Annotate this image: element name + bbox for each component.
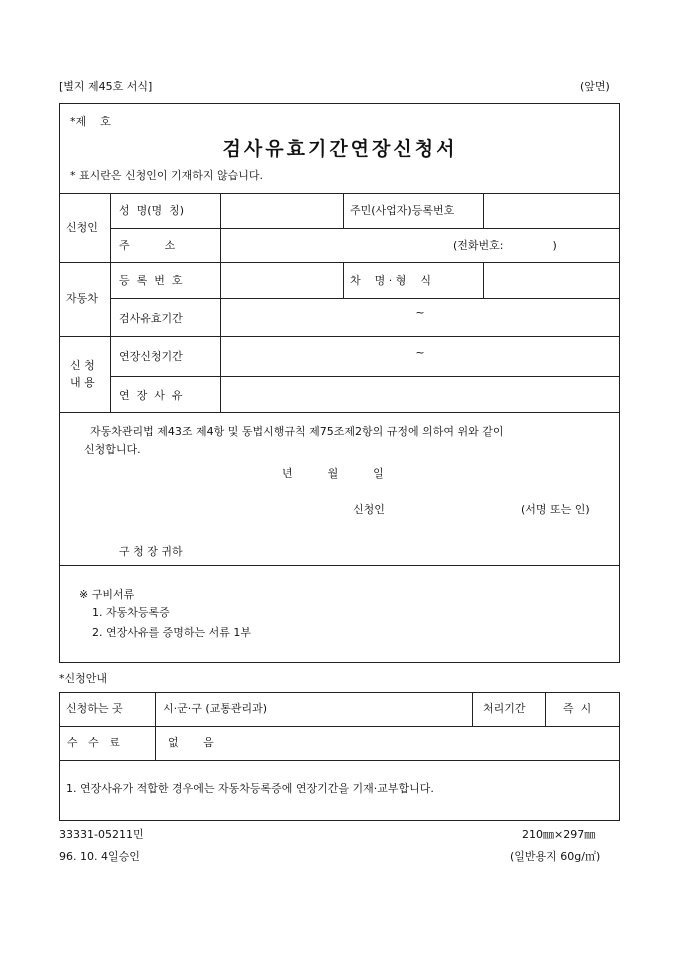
- document-item: 2. 연장사유를 증명하는 서류 1부: [92, 626, 251, 639]
- guide-title: *신청안내: [59, 672, 108, 685]
- border-right: [619, 103, 620, 663]
- where-to-apply-value: 시·군·구 (교통관리과): [163, 702, 268, 715]
- document-item: 1. 자동차등록증: [92, 606, 170, 619]
- declaration-line-2: 신청합니다.: [84, 443, 141, 456]
- recipient: 구 청 장 귀하: [119, 545, 183, 558]
- id-number-label: 주민(사업자)등록번호: [350, 204, 455, 217]
- form-title: 검사유효기간연장신청서: [222, 138, 458, 160]
- vehicle-model-label: 차 명 · 형 식: [350, 274, 431, 287]
- form-note: * 표시란은 신청인이 기재하지 않습니다.: [70, 169, 263, 182]
- name-label: 성 명(명 칭): [119, 204, 185, 217]
- applicant-signature-label: 신청인: [353, 503, 385, 516]
- applicant-section-label: 신청인: [66, 221, 98, 234]
- application-date: 년 월 일: [282, 467, 384, 480]
- border-top: [59, 103, 620, 104]
- registration-number-label: 등 록 번 호: [119, 274, 183, 287]
- paper-type: (일반용지 60g/㎡): [510, 850, 601, 863]
- address-label: 주 소: [119, 239, 176, 252]
- border-left: [59, 103, 60, 663]
- extension-reason-label: 연 장 사 유: [119, 389, 183, 402]
- phone-label: (전화번호: ): [453, 239, 557, 252]
- extension-period-value[interactable]: ~: [415, 346, 425, 359]
- where-to-apply-label: 신청하는 곳: [66, 702, 123, 715]
- extension-period-label: 연장신청기간: [119, 350, 183, 363]
- form-label: [별지 제45호 서식]: [59, 80, 153, 93]
- processing-period-value: 즉 시: [563, 702, 592, 715]
- paper-size: 210㎜×297㎜: [522, 828, 596, 841]
- signature-hint: (서명 또는 인): [521, 503, 590, 516]
- fee-value: 없 음: [168, 736, 214, 749]
- page-side-label: (앞면): [580, 80, 610, 93]
- declaration-line-1: 자동차관리법 제43조 제4항 및 동법시행규칙 제75조제2항의 규정에 의하여 위와 같이: [90, 425, 504, 438]
- form-number-label: *제 호: [70, 115, 111, 128]
- required-documents-title: ※ 구비서류: [79, 588, 135, 601]
- inspection-validity-label: 검사유효기간: [119, 312, 183, 325]
- vehicle-section-label: 자동차: [66, 292, 98, 305]
- guide-note: 1. 연장사유가 적합한 경우에는 자동차등록증에 연장기간을 기재·교부합니다.: [66, 782, 434, 795]
- request-section-label: 신 청: [70, 359, 95, 372]
- inspection-validity-value[interactable]: ~: [415, 306, 425, 319]
- fee-label: 수 수 료: [67, 736, 120, 749]
- request-section-label-2: 내 용: [70, 376, 95, 389]
- border-bottom: [59, 662, 620, 663]
- approval-date: 96. 10. 4일승인: [59, 850, 140, 863]
- form-code: 33331-05211민: [59, 828, 144, 841]
- processing-period-label: 처리기간: [483, 702, 526, 715]
